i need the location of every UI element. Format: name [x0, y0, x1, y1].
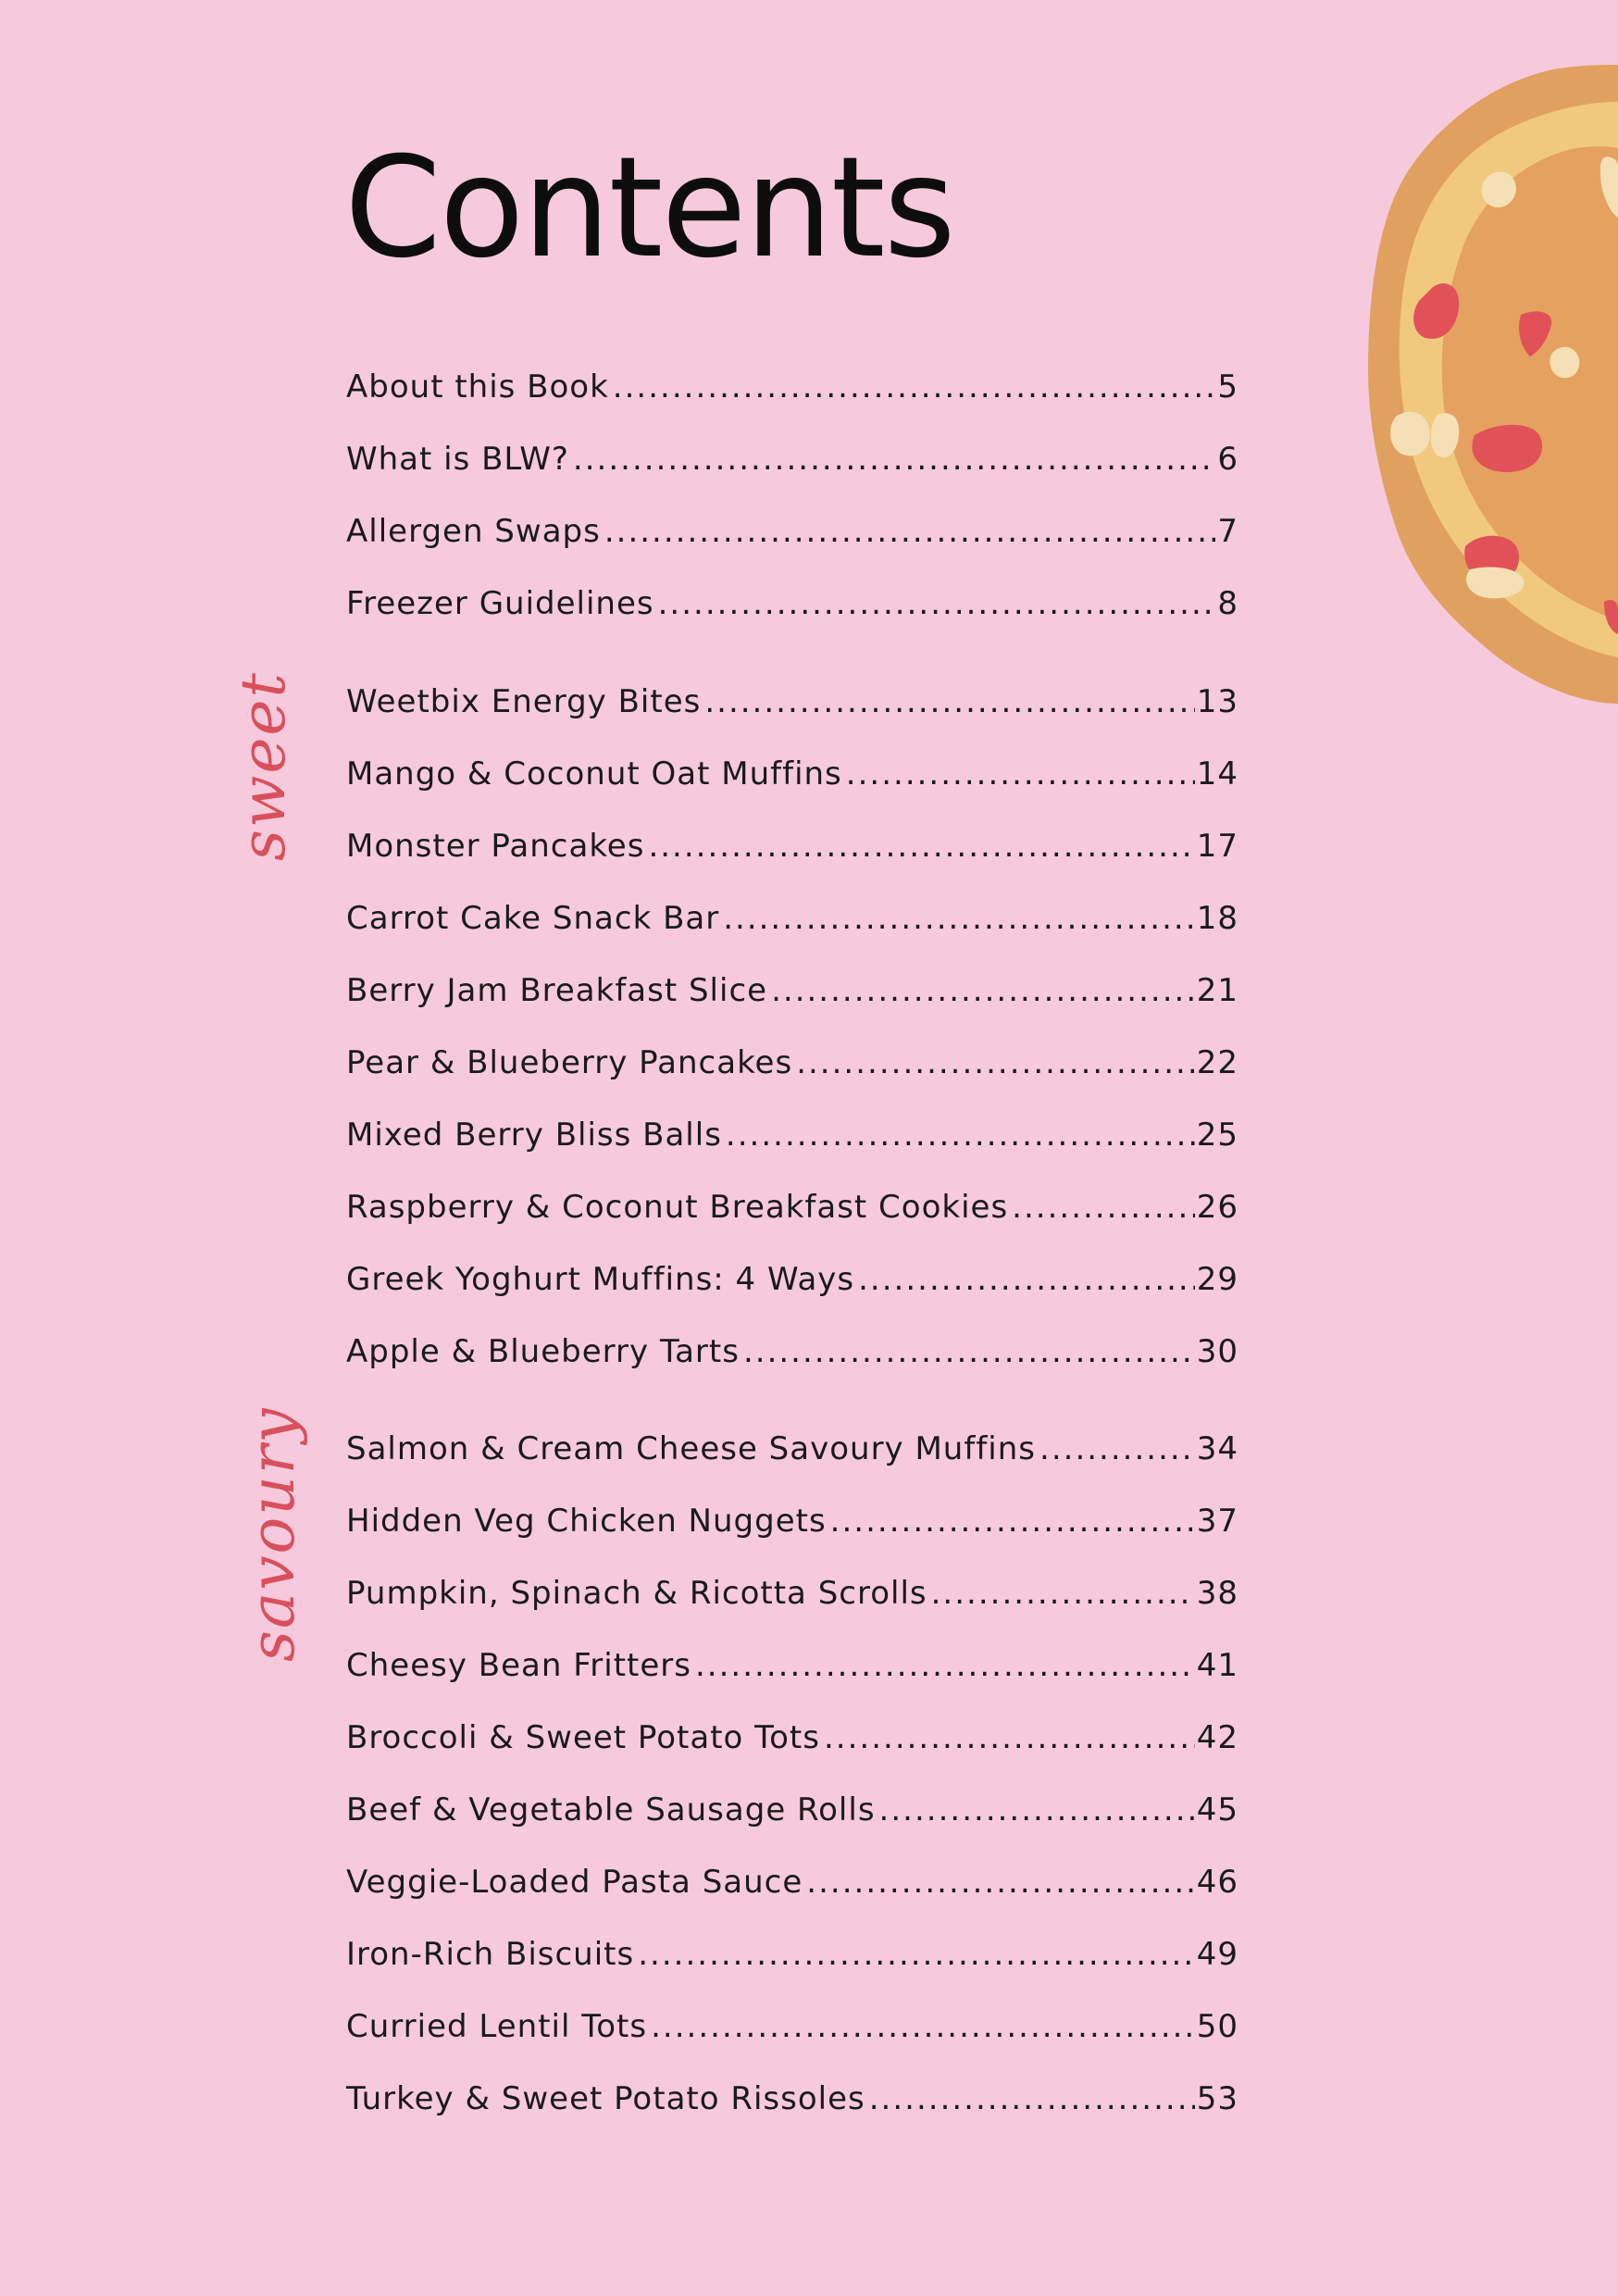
dot-leader	[723, 891, 1195, 946]
toc-entry[interactable]	[346, 1854, 1238, 1910]
dot-leader	[830, 1493, 1195, 1549]
toc-entry[interactable]	[346, 1782, 1238, 1838]
cheese-piece	[1390, 412, 1430, 456]
toc-entry-page: 21	[1196, 972, 1238, 1009]
page-title: Contents	[344, 128, 954, 289]
toc-entry[interactable]	[346, 963, 1238, 1018]
toc-entry[interactable]	[346, 746, 1238, 802]
toc-entry-page: 25	[1196, 1117, 1238, 1154]
toc-entry-page: 50	[1196, 2008, 1238, 2045]
toc-entry-page: 30	[1196, 1333, 1238, 1370]
toc-entry-page: 34	[1196, 1430, 1238, 1467]
dot-leader	[1039, 1421, 1195, 1477]
toc-entry[interactable]	[346, 1252, 1238, 1307]
toc-entry[interactable]	[346, 1179, 1238, 1235]
dot-leader	[796, 1035, 1195, 1091]
toc-entry[interactable]	[346, 1035, 1238, 1091]
toc-entry-page: 26	[1196, 1189, 1238, 1226]
toc-entry[interactable]	[346, 359, 1238, 415]
toc-entry-page: 42	[1196, 1719, 1238, 1756]
toc-entry-label: Freezer Guidelines	[346, 585, 654, 622]
dot-leader	[806, 1854, 1194, 1910]
dot-leader	[846, 746, 1195, 802]
toc-entry-label: Mixed Berry Bliss Balls	[346, 1117, 722, 1154]
dot-leader	[604, 504, 1216, 559]
dot-leader	[648, 818, 1194, 874]
toc-entry[interactable]	[346, 2071, 1238, 2127]
toc-entry-label: About this Book	[346, 368, 609, 406]
toc-entry[interactable]	[346, 891, 1238, 946]
toc-entry[interactable]	[346, 1566, 1238, 1621]
dot-leader	[879, 1782, 1195, 1838]
toc-entry-label: Berry Jam Breakfast Slice	[346, 972, 768, 1009]
toc-entry-page: 18	[1196, 900, 1238, 937]
toc-entry[interactable]	[346, 1324, 1238, 1379]
dot-leader	[651, 1999, 1195, 2054]
toc-entry-page: 13	[1196, 683, 1238, 720]
toc-entry[interactable]	[346, 1638, 1238, 1693]
toc-entry-label: Mango & Coconut Oat Muffins	[346, 755, 842, 792]
toc-entry-label: Greek Yoghurt Muffins: 4 Ways	[346, 1261, 855, 1298]
toc-entry-page: 49	[1196, 1936, 1238, 1973]
dot-leader	[638, 1927, 1195, 1982]
toc-entry-label: Turkey & Sweet Potato Rissoles	[346, 2080, 865, 2117]
toc-entry[interactable]	[346, 1710, 1238, 1766]
dot-leader	[613, 359, 1216, 415]
toc-entry-page: 41	[1196, 1647, 1238, 1684]
toc-entry-page: 7	[1217, 513, 1238, 550]
toc-entry-label: Apple & Blueberry Tarts	[346, 1333, 740, 1370]
toc-entry[interactable]	[346, 1107, 1238, 1163]
toc-entry-label: Beef & Vegetable Sausage Rolls	[346, 1791, 876, 1828]
tomato-piece	[1472, 425, 1542, 472]
dot-leader	[743, 1324, 1195, 1379]
toc-entry-label: Allergen Swaps	[346, 513, 601, 550]
toc-entry-page: 17	[1196, 828, 1238, 865]
dot-leader	[695, 1638, 1195, 1693]
toc-entry[interactable]	[346, 1999, 1238, 2054]
dot-leader	[704, 674, 1194, 730]
toc-entry-label: What is BLW?	[346, 441, 569, 478]
dot-leader	[931, 1566, 1195, 1621]
toc-entry-label: Weetbix Energy Bites	[346, 683, 702, 720]
savoury-section-heading: savoury	[237, 1406, 308, 1662]
toc-entry-page: 14	[1196, 755, 1238, 792]
toc-entry-page: 29	[1196, 1261, 1238, 1298]
dot-leader	[824, 1710, 1195, 1766]
toc-entry-page: 6	[1217, 441, 1238, 478]
toc-entry-page: 5	[1217, 368, 1238, 406]
toc-entry[interactable]	[346, 431, 1238, 487]
toc-entry-label: Raspberry & Coconut Breakfast Cookies	[346, 1189, 1009, 1226]
dot-leader	[658, 576, 1216, 631]
dot-leader	[858, 1252, 1195, 1307]
pizza-illustration	[1368, 65, 1618, 704]
dot-leader	[573, 431, 1215, 487]
toc-entry-page: 22	[1196, 1044, 1238, 1081]
toc-entry-label: Hidden Veg Chicken Nuggets	[346, 1503, 827, 1540]
toc-entry-label: Pumpkin, Spinach & Ricotta Scrolls	[346, 1575, 927, 1612]
dot-leader	[726, 1107, 1195, 1163]
toc-entry[interactable]	[346, 576, 1238, 631]
toc-entry-label: Pear & Blueberry Pancakes	[346, 1044, 793, 1081]
toc-entry[interactable]	[346, 1927, 1238, 1982]
toc-entry-page: 37	[1196, 1503, 1238, 1540]
toc-entry-label: Veggie-Loaded Pasta Sauce	[346, 1864, 803, 1901]
toc-entry[interactable]	[346, 674, 1238, 730]
sweet-section-heading: sweet	[228, 670, 299, 861]
toc-entry-label: Monster Pancakes	[346, 828, 645, 865]
dot-leader	[1012, 1179, 1195, 1235]
dot-leader	[771, 963, 1195, 1018]
toc-entry-page: 8	[1217, 585, 1238, 622]
toc-entry-label: Iron-Rich Biscuits	[346, 1936, 635, 1973]
toc-entry-label: Carrot Cake Snack Bar	[346, 900, 720, 937]
toc-entry[interactable]	[346, 504, 1238, 559]
toc-entry-label: Cheesy Bean Fritters	[346, 1647, 691, 1684]
toc-entry-page: 53	[1196, 2080, 1238, 2117]
dot-leader	[869, 2071, 1195, 2127]
toc-entry-page: 45	[1196, 1791, 1238, 1828]
toc-entry-label: Broccoli & Sweet Potato Tots	[346, 1719, 820, 1756]
toc-entry-page: 46	[1196, 1864, 1238, 1901]
toc-entry[interactable]	[346, 818, 1238, 874]
toc-entry-label: Curried Lentil Tots	[346, 2008, 648, 2045]
toc-entry[interactable]	[346, 1421, 1238, 1477]
toc-entry-page: 38	[1196, 1575, 1238, 1612]
toc-entry-label: Salmon & Cream Cheese Savoury Muffins	[346, 1430, 1037, 1467]
toc-entry[interactable]	[346, 1493, 1238, 1549]
